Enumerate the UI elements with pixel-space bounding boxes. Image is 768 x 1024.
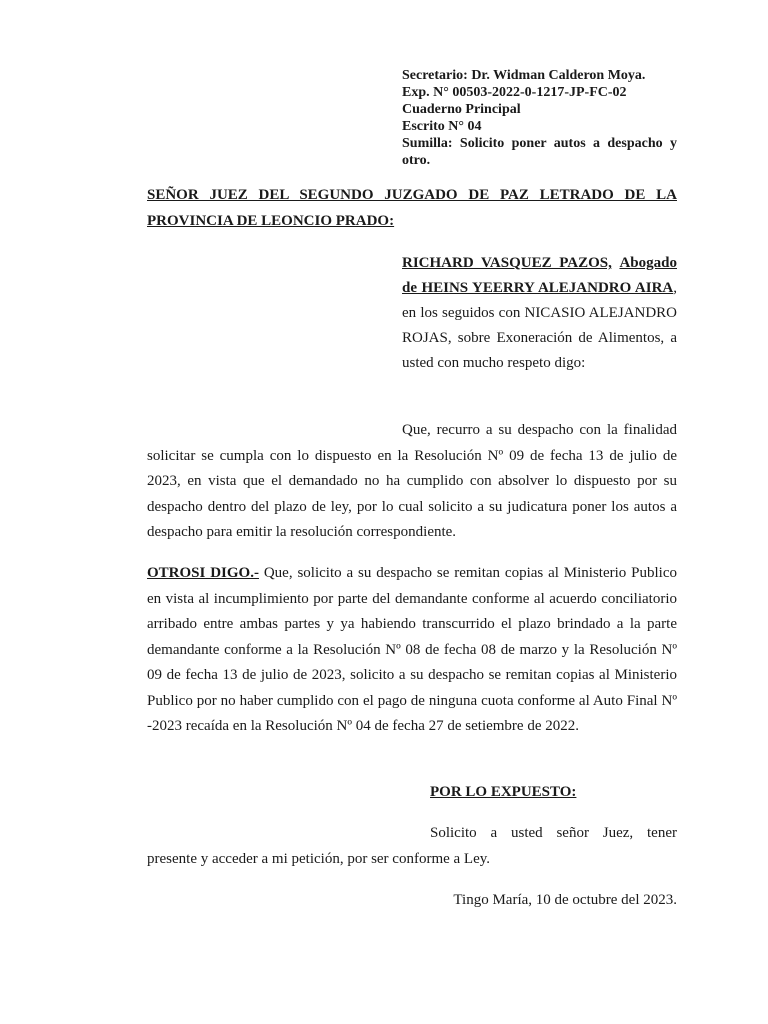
otrosi-text: Que, solicito a su despacho se remitan copias al Ministerio Publico en vista al incumplimiento por parte del demandante conforme al acuerdo conciliatorio arribado entre ambas partes y ya habiendo transcurrido el plazo brindado a la parte demandante conforme a la Resolución Nº 08 de fecha 08 de marzo y la Resolución Nº 09 de fecha 13 de julio de 2023, solicito a su despacho se remitan copias al Ministerio Publico por no haber cumplido con el pago de ninguna cuota conforme al Auto Final Nº -2023 recaída en la Resolución Nº 04 de fecha 27 de setiembre de 2022. [147,565,677,734]
document-header [402,67,677,169]
secretario-line: Secretario: Dr. Widman Calderon Moya. [402,68,646,83]
closing-paragraph: Solicito a usted señor Juez, tener presente y acceder a mi petición, por ser conforme a Ley. [147,825,677,867]
client-line: Abogado de HEINS YEERRY ALEJANDRO AIRA [402,255,677,296]
expediente-line: Exp. N° 00503-2022-0-1217-JP-FC-02 [402,85,627,100]
intro-rest: , en los seguidos con NICASIO ALEJANDRO ROJAS, sobre Exoneración de Alimentos, a usted con mucho respeto digo: [402,280,677,371]
main-request-paragraph: Que, recurro a su despacho con la finalidad solicitar se cumpla con lo dispuesto en la Resolución Nº 09 de fecha 13 de julio de 2023, en vista que el demandado no ha cumplido con absolver lo dispuesto por su despacho dentro del plazo de ley, por lo cual solicito a su judicatura poner los autos a despacho para emitir la resolución correspondiente. [147,422,677,540]
sumilla-line: Sumilla: Solicito poner autos a despacho y otro. [402,136,677,168]
place-date: Tingo María, 10 de octubre del 2023. [453,892,677,908]
lawyer-name: RICHARD VASQUEZ PAZOS, [402,255,612,271]
por-lo-expuesto-heading: POR LO EXPUESTO: [430,784,577,800]
otrosi-label: OTROSI DIGO.- [147,565,259,581]
intro-paragraph [402,251,677,376]
cuaderno-line: Cuaderno Principal [402,102,521,117]
escrito-line: Escrito N° 04 [402,119,482,134]
otrosi-paragraph [147,561,677,740]
addressee-heading: SEÑOR JUEZ DEL SEGUNDO JUZGADO DE PAZ LETRADO DE LA PROVINCIA DE LEONCIO PRADO: [147,187,677,229]
